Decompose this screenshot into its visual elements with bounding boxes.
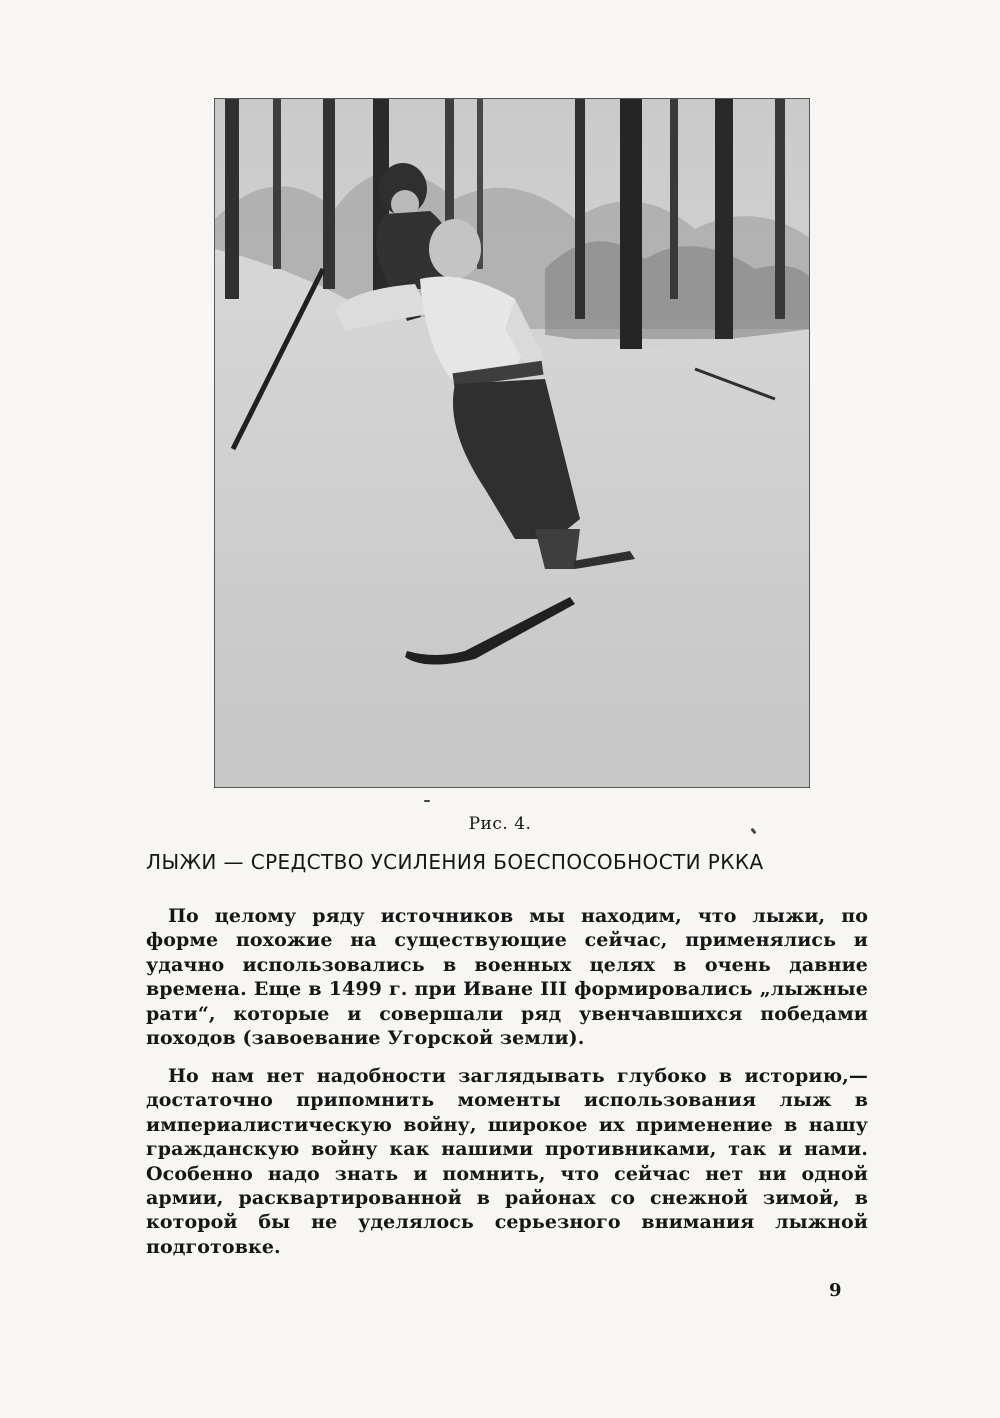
scan-speck [424,800,430,802]
skier-photo-icon [215,99,810,788]
figure-caption [0,814,1000,834]
paragraph-2: Но нам нет надобности заглядывать глубоко в историю,— достаточно припомнить моменты использования лыж в империалистическую войну, широкое их применение в нашу гражданскую войну как нашими противниками, так и нами. Особенно надо знать и помнить, что сейчас нет ни одной армии, расквартированной в районах со снежной зимой, в которой бы не уделялось серьезного внимания лыжной подготовке. [146,1065,868,1258]
figure-photo [214,98,810,788]
section-heading: ЛЫЖИ — СРЕДСТВО УСИЛЕНИЯ БОЕСПОСОБНОСТИ РККА [146,850,764,874]
page-number: 9 [829,1280,842,1301]
caption-prefix: Рис. [468,814,509,834]
paragraph-1: По целому ряду источников мы находим, что лыжи, по форме похожие на существующие сейчас, применялись и удачно использовались в военных целях в очень давние времена. Еще в 1499 г. при Иване III формировались „лыжные рати“, которые и совершали ряд увенчавшихся победами походов (завоевание Угорской земли). [146,905,868,1050]
caption-number: 4. [514,814,532,834]
